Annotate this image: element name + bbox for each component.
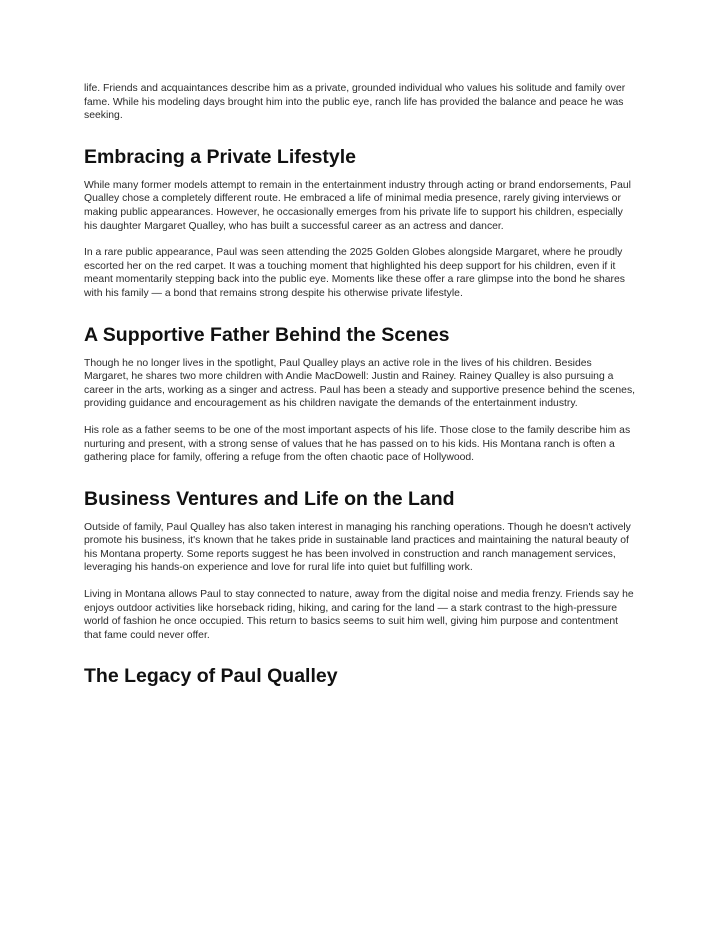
section-paragraph: Though he no longer lives in the spotlight, Paul Qualley plays an active role in the lives of his children. Besides Margaret, he shares two more children with Andie MacDowell: Justin and Rainey. Rainey Qualley is also pursuing a career in the arts, working as a singer and actress. Paul has been a steady and supportive presence behind the scenes, providing guidance and encouragement as his children navigate the demands of the entertainment industry.	[84, 357, 636, 410]
section-paragraph: Living in Montana allows Paul to stay connected to nature, away from the digital noise and media frenzy. Friends say he enjoys outdoor activities like horseback riding, hiking, and caring for the land — a stark contrast to the high-pressure world of fashion he once occupied. This return to basics seems to suit him well, giving him purpose and contentment that fame could never offer.	[84, 589, 634, 641]
document-body	[84, 82, 636, 698]
intro-paragraph: life. Friends and acquaintances describe him as a private, grounded individual who values his solitude and family over fame. While his modeling days brought him into the public eye, ranch life has provided the balance and peace he was seeking.	[84, 83, 626, 122]
section-paragraph: In a rare public appearance, Paul was seen attending the 2025 Golden Globes alongside Margaret, where he proudly escorted her on the red carpet. It was a touching moment that highlighted his deep support for his children, even if it meant momentarily stepping back into the public eye. Moments like these offer a rare glimpse into the bond he shares with his family — a bond that remains strong despite his otherwise private lifestyle.	[84, 247, 625, 299]
section-paragraph: While many former models attempt to remain in the entertainment industry through acting or brand endorsements, Paul Qualley chose a completely different route. He embraced a life of minimal media presence, rarely giving interviews or making public appearances. However, he occasionally emerges from his private life to support his children, especially his daughter Margaret Qualley, who has built a successful career as an actress and dancer.	[84, 179, 631, 232]
section-paragraph: His role as a father seems to be one of the most important aspects of his life. Those close to the family describe him as nurturing and present, with a strong sense of values that he has passed on to his kids. His Montana ranch is often a gathering place for family, offering a refuge from the often chaotic pace of Hollywood.	[84, 424, 631, 464]
section-heading-private-lifestyle: Embracing a Private Lifestyle	[84, 145, 357, 168]
section-heading-legacy: The Legacy of Paul Qualley	[84, 665, 338, 688]
section-heading-business-ventures: Business Ventures and Life on the Land	[84, 487, 455, 510]
section-paragraph: Outside of family, Paul Qualley has also taken interest in managing his ranching operations. Though he doesn't actively promote his business, it's known that he takes pride in sustainable land practices and maintaining the natural beauty of his Montana property. Some reports suggest he has been involved in construction and ranch management services, leveraging his hands-on experience and love for rural life into quiet but fulfilling work.	[84, 521, 631, 574]
section-heading-supportive-father: A Supportive Father Behind the Scenes	[84, 323, 450, 346]
